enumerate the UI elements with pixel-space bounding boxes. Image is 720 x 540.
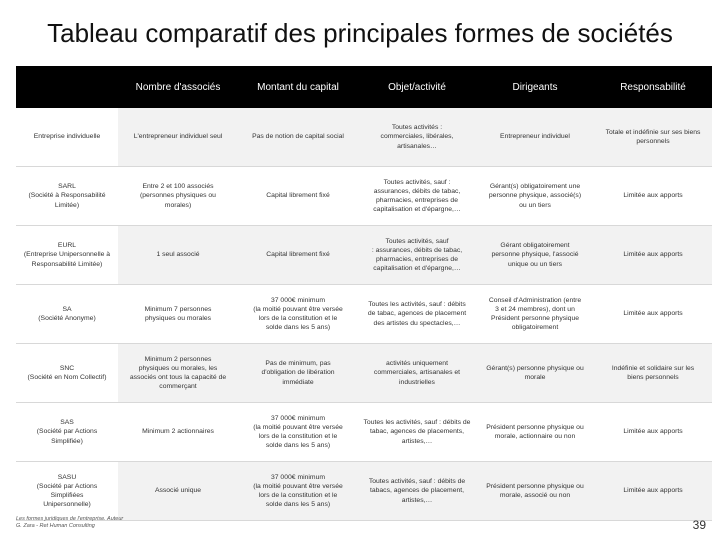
page-title: Tableau comparatif des principales formes de sociétés [47,18,673,48]
table-cell: Toutes activités, sauf : assurances, débits de tabac, pharmacies, entreprises de capitalisation et d'épargne,… [358,167,476,226]
table-cell: Toutes activités, sauf : assurances, débits de tabac, pharmacies, entreprises de capitalisation et d'épargne,… [358,226,476,285]
table-cell: Gérant obligatoirement personne physique, l'associé unique ou un tiers [476,226,594,285]
row-label-cell: SA (Société Anonyme) [16,285,118,344]
table-cell: Pas de notion de capital social [238,108,358,167]
table-cell: Gérant(s) personne physique ou morale [476,344,594,403]
comparison-table [16,66,712,521]
row-label-cell: SAS (Société par Actions Simplifiée) [16,403,118,462]
table-cell: Associé unique [118,462,238,521]
table-row [16,167,712,226]
header-cell-associes: Nombre d'associés [118,66,238,108]
table-cell: Limitée aux apports [594,462,712,521]
header-cell-dirigeants: Dirigeants [476,66,594,108]
table-row [16,108,712,167]
table-cell: Toutes les activités, sauf : débits de tabac, agences de placements, artistes,… [358,403,476,462]
page-number: 39 [692,518,706,532]
table-cell: Pas de minimum, pas d'obligation de libération immédiate [238,344,358,403]
header-cell-responsabilite: Responsabilité [594,66,712,108]
table-cell: Limitée aux apports [594,167,712,226]
table-row [16,462,712,521]
table-cell: Limitée aux apports [594,226,712,285]
table-cell: Limitée aux apports [594,403,712,462]
header-row [16,66,712,108]
table-cell: 37 000€ minimum (la moitié pouvant être versée lors de la constitution et le solde dans les 5 ans) [238,462,358,521]
table-cell: Indéfinie et solidaire sur les biens personnels [594,344,712,403]
row-label-cell: SARL (Société à Responsabilité Limitée) [16,167,118,226]
header-cell-capital: Montant du capital [238,66,358,108]
table-row [16,344,712,403]
table-cell: Gérant(s) obligatoirement une personne physique, associé(s) ou un tiers [476,167,594,226]
row-label-cell: EURL (Entreprise Unipersonnelle à Responsabilité Limitée) [16,226,118,285]
table-cell: Toutes les activités, sauf : débits de tabac, agences de placement des artistes du spectacles,… [358,285,476,344]
table-cell: 37 000€ minimum (la moitié pouvant être versée lors de la constitution et le solde dans les 5 ans) [238,403,358,462]
table-cell: Toutes activités : commerciales, libérales, artisanales… [358,108,476,167]
footnote: Les formes juridiques de l'entreprise. Auteur G. Zara - Ret Human Consulting [16,516,124,530]
table-cell: Capital librement fixé [238,167,358,226]
table-cell: Entrepreneur individuel [476,108,594,167]
table-cell: Minimum 2 actionnaires [118,403,238,462]
table-cell: L'entrepreneur individuel seul [118,108,238,167]
table-cell: Totale et indéfinie sur ses biens personnels [594,108,712,167]
table-cell: Minimum 7 personnes physiques ou morales [118,285,238,344]
row-label-cell: SASU (Société par Actions Simplifiées Unipersonnelle) [16,462,118,521]
table-cell: 1 seul associé [118,226,238,285]
table-cell: Capital librement fixé [238,226,358,285]
table-cell: Minimum 2 personnes physiques ou morales, les associés ont tous la capacité de commerçant [118,344,238,403]
table-cell: 37 000€ minimum (la moitié pouvant être versée lors de la constitution et le solde dans les 5 ans) [238,285,358,344]
table-cell: Toutes activités, sauf : débits de tabacs, agences de placement, artistes,… [358,462,476,521]
table-row [16,403,712,462]
row-label-cell: Entreprise individuelle [16,108,118,167]
header-cell-blank [16,66,118,108]
table-row [16,285,712,344]
table-cell: Conseil d'Administration (entre 3 et 24 membres), dont un Président personne physique obligatoirement [476,285,594,344]
table-cell: activités uniquement commerciales, artisanales et industrielles [358,344,476,403]
table-row [16,226,712,285]
table-cell: Président personne physique ou morale, actionnaire ou non [476,403,594,462]
header-cell-objet: Objet/activité [358,66,476,108]
table-cell: Entre 2 et 100 associés (personnes physiques ou morales) [118,167,238,226]
table-cell: Limitée aux apports [594,285,712,344]
table-cell: Président personne physique ou morale, associé ou non [476,462,594,521]
row-label-cell: SNC (Société en Nom Collectif) [16,344,118,403]
